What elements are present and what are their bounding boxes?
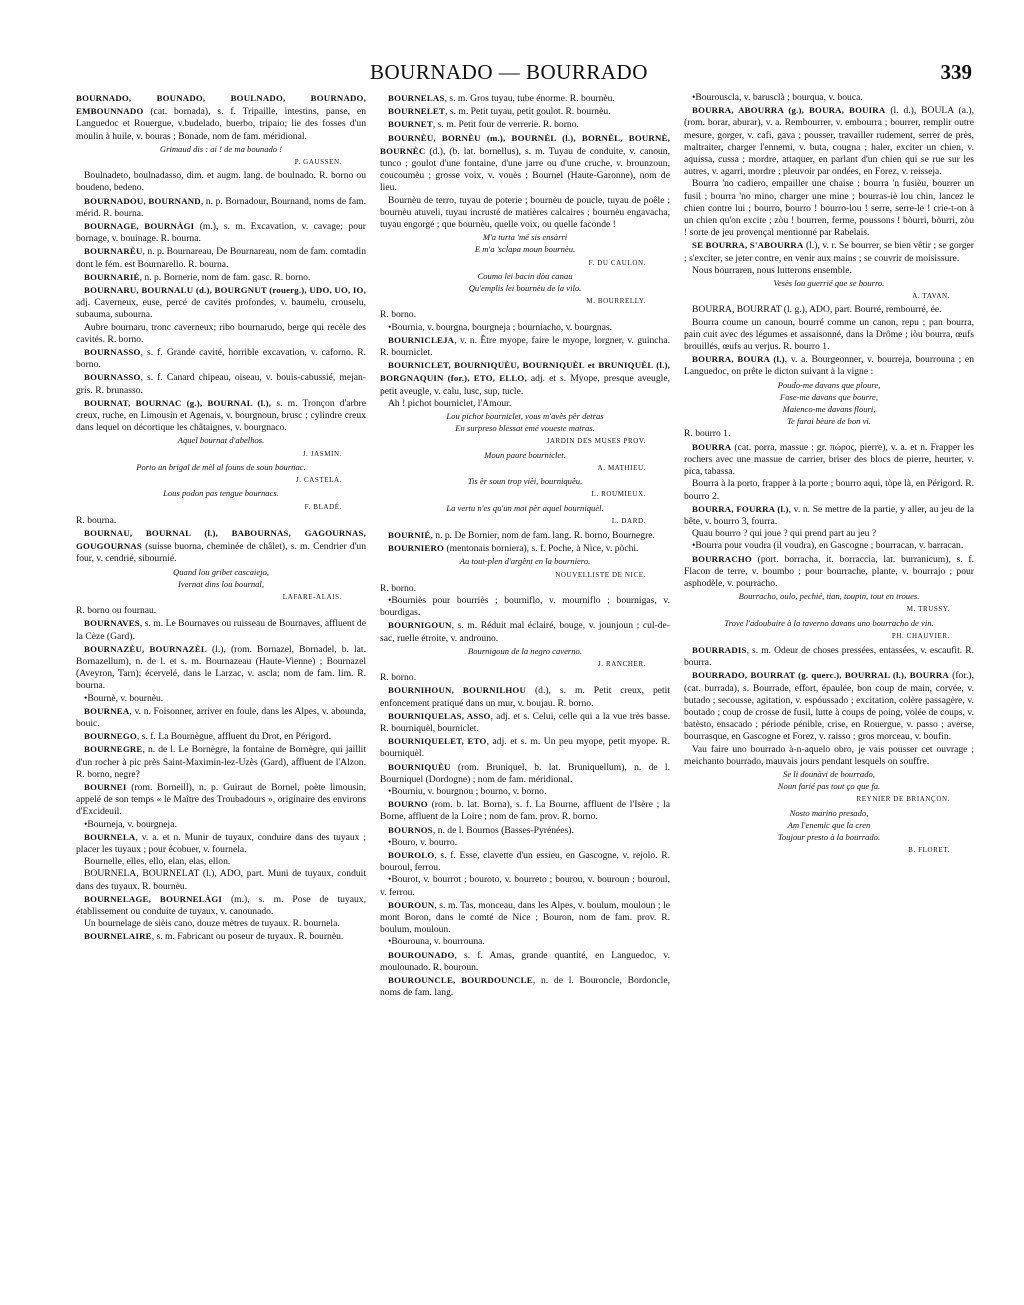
entry-headword: BOURNIQUELAS, ASSO (388, 710, 491, 721)
entry-headword: BOURNIÉ (388, 529, 431, 540)
dictionary-entry (380, 672, 670, 684)
entry-text: (rom. Bruniquel, b. lat. Bruniquellum), n. de l. Bourniquel (Dordogne) ; nom de fam. méridional. (380, 761, 670, 785)
dictionary-entry (684, 644, 974, 669)
entry-text: , s. m. Le Bournaves ou ruisseau de Bournaves, affluent de la Cèze (Gard). (76, 618, 366, 642)
quotation-author: PH. CHAUVIER. (891, 631, 950, 640)
dictionary-entry (380, 619, 670, 644)
dictionary-entry (380, 334, 670, 359)
entry-headword: BOURNEI (84, 781, 127, 792)
entry-text: BOURNELA, BOURNELAT (l.), ADO, part. Muni de tuyaux, conduit dans des tuyaux. R. bournèu. (76, 868, 366, 892)
entry-headword: BOURNAGE, BOURNÀGI (84, 221, 195, 232)
entry-headword: BOUROUNCLE, BOURDOUNCLE (388, 975, 533, 986)
dictionary-entry (76, 170, 366, 194)
entry-text: (l.), v. r. Se bourrer, se bien vêtir ; se gorger ; s'exciter, se jeter contre, en venir aux mains ; se couvrir de moisissure. (684, 240, 974, 264)
dictionary-entry (76, 397, 366, 435)
entry-headword: BOURRA, BOURA (l.) (692, 354, 785, 365)
entry-headword: BOURNELA (84, 831, 136, 842)
dictionary-entry (76, 322, 366, 346)
entry-headword: BOURNASSO (84, 347, 141, 358)
dictionary-entry (684, 503, 974, 528)
dictionary-entry (380, 322, 670, 334)
entry-text: (rom. Borneill), n. p. Guiraut de Bornel, poète limousin, appelé de son temps « le Maître des Troubadours », originaire des environs d'Excideuil. (76, 781, 366, 818)
entry-text: R. borno. (380, 582, 416, 594)
entry-headword: BOURNICLEJA (388, 334, 455, 345)
quotation-line: Noun farié pas tout ço que fa. (777, 781, 881, 792)
entry-headword: BOURNAZÈU, BOURNAZÈL (84, 643, 207, 654)
text-columns (76, 92, 976, 1292)
entry-text: , s. f. Grande cavité, horrible excavation, v. caforno. R. borno. (76, 347, 366, 371)
entry-text: (m.), s. m. Pose de tuyaux, établissement ou conduite de tuyaux, v. canounado. (76, 893, 366, 917)
entry-text: •Bourneja, v. bourgneja. (84, 818, 177, 830)
dictionary-entry (380, 595, 670, 619)
dictionary-entry (76, 515, 366, 527)
dictionary-entry (380, 761, 670, 786)
dictionary-entry (380, 398, 670, 410)
dictionary-entry (76, 831, 366, 856)
column-middle (380, 92, 670, 1292)
dictionary-entry (76, 284, 366, 322)
entry-headword: BOUROUN (388, 899, 435, 910)
quotation-line: Lou pichot bourniclet, vous m'avès pèr detras (446, 411, 604, 422)
dictionary-entry (76, 643, 366, 693)
entry-headword: BOURRA, FOURRA (l.) (692, 503, 789, 514)
quotation-line: Vesès lou guerrié que se bourro. (773, 278, 885, 289)
entry-text: Bourra coume un canoun, bourré comme un canon, repu ; pan bourra, pain cuit avec des légumes et assaisonné, dans la Drôme ; iòu bourra, œufs brouillés, œufs au verjus. R. bourro 1. (684, 316, 974, 353)
entry-headword: BOURNO (388, 799, 428, 810)
quotation-author: F. DU CAULON. (588, 258, 646, 267)
entry-text: , s. m. Petit tuyau, petit goulot. R. bournèu. (445, 106, 611, 118)
quotation-line: Lous podon pas tengue bournacs. (163, 488, 279, 499)
quotation-author: B. FLORET. (908, 846, 950, 855)
entry-text: (for.), (cat. burrada), s. Bourrade, effort, épaulée, bon coup de main, corvée, v. butado ; secousse, agitation, v. espóussado ; excitation, colère passagère, v. boutado ; coup de crosse de fusil, lutte à coups de poing, volée de coups, v. batèsto, ensacado ; période pénible, crise, en Rouergue, v. passo ; averse, bourrasque, en Gascogne et Forez, v. raisso ; gros morceau, v. boufin. (684, 670, 974, 743)
entry-text: (l. d.), BOULA (a.), (rom. borar, aburar), v. a. Rembourrer, v. embourra ; bourrer, remplir outre mesure, gorger, v. cafi, gava ; pousser, travailler rudement, serrer de près, maltraiter, charger l'ennemi, v. buta, cougna ; haler, exciter un chien, v. aquissa, cussa ; mordre, attaquer, en parlant d'un chien qui se rue sur les autres, v. agarri, mordre ; pleuvoir par ondées, en Forez, v. reisseja. (684, 105, 974, 178)
entry-text: , n. p. De Bornier, nom de fam. lang. R. borno, Bournegre. (430, 529, 655, 541)
entry-headword: BOURNAT, BOURNAC (g.), BOURNAL (l.), (84, 397, 272, 408)
dictionary-entry (684, 744, 974, 768)
entry-headword: BOURNICLET, BOURNIQUÈU, BOURNIQUÈL et BRUNIQUÈL (l.), BORGNAQUIN (for.), ETO, ELLO, (380, 360, 670, 384)
quotation-line: Fose-me davans que bourre, (779, 391, 878, 402)
dictionary-entry (380, 949, 670, 974)
entry-headword: BOURRA (692, 441, 732, 452)
dictionary-entry (684, 178, 974, 239)
entry-text: R. borno. (380, 672, 416, 684)
entry-headword: BOURNELAGE, BOURNELÀGI (84, 893, 223, 904)
dictionary-entry (684, 540, 974, 552)
dictionary-entry (76, 693, 366, 705)
entry-text: , s. m. Odeur de choses pressées, entassées, v. escaufit. R. bourra. (684, 644, 974, 669)
page-number: 339 (940, 60, 972, 84)
quotation-line: Nosto marino presado, (789, 807, 869, 818)
entry-headword: BOURNARIÉ (84, 271, 140, 282)
entry-headword: BOURNIERO (388, 543, 445, 554)
entry-text: , v. a. Bourgeonner, v. bourreja, bourrouna ; en Languedoc, on prête le dicton suivant à la vigne : (684, 354, 974, 378)
entry-text: (d.), s. m. Petit creux, petit enfoncement pratiqué dans un mur, v. boujau. R. borno. (380, 685, 670, 709)
entry-text: , n. p. Bornerie, nom de fam. gasc. R. borno. (139, 271, 311, 283)
quotation-author: M. TRUSSY. (906, 605, 950, 614)
quotation-author: NOUVELLISTE DE NICE. (555, 570, 646, 579)
column-right (684, 92, 974, 1292)
dictionary-entry (684, 478, 974, 502)
dictionary-entry (684, 265, 974, 277)
entry-text: (l.), (rom. Bornazel, Bornadel, b. lat. Bornazellum), n. de l. et s. m. Bournazeau (Haute-Vienne) ; Bournazel (Aveyron, Tarn); écervelé, dans le Larzac, v. ascla; nom de fam. lim. R. bourna. (76, 643, 366, 692)
entry-headword: BOURNEGRE (84, 744, 143, 755)
dictionary-entry (380, 710, 670, 735)
quotation-author: L. DARD. (611, 516, 646, 525)
entry-text: , adj. et s. Celui, celle qui a la vue très basse. R. bourniquèl, bourniclet. (380, 710, 670, 734)
entry-headword: BOURNELAS (388, 93, 445, 103)
entry-headword: SE BOURRA, S'ABOURRA (692, 240, 804, 251)
quotation-line: Quand lou gribet cascaiejo, (173, 566, 269, 577)
quotation-line: Trove l'adoubaire à la taverno davans uno bourracho de vin. (724, 617, 934, 628)
entry-text: , s. m. Petit four de verrerie. R. borno. (432, 119, 579, 131)
entry-text: , adj. et s. m. Un peu myope, petit myope. R. bourniquèl. (380, 736, 670, 760)
dictionary-entry (76, 743, 366, 781)
dictionary-entry (380, 874, 670, 898)
quotation-line: Moun paure bourniclet. (484, 449, 566, 460)
entry-text: •Bouro, v. bourro. (388, 836, 458, 848)
dictionary-entry (76, 893, 366, 918)
entry-text: , s. f. Amas, grande quantité, en Languedoc, v. moulounado. R. bouroun. (380, 949, 670, 973)
dictionary-entry (684, 92, 974, 104)
quotation-line: Bournigoun de la negro caverno. (467, 645, 582, 656)
quotation-line: Maienco-me davans flouri, (782, 404, 876, 415)
dictionary-entry (380, 105, 670, 118)
entry-headword: BOURNELAIRE (84, 931, 152, 942)
entry-text: , s. f. Esse, clavette d'un essieu, en Gascogne, v. rejolo. R. bouroul, ferrou. (380, 849, 670, 874)
entry-text: , s. f. Canard chipeau, oiseau, v. bouis-cabussié, mejan-gris. R. brunasso. (76, 372, 366, 396)
quotation-author: L. ROUMIEUX. (591, 490, 646, 499)
dictionary-entry (684, 669, 974, 743)
entry-text: BOURRA, BOURRAT (l. g.), ADO, part. Bourré, rembourré, ée. (692, 304, 942, 316)
dictionary-entry (76, 617, 366, 642)
entry-text: , v. n. Se mettre de la partie, y aller, au jeu de la bête, v. bourro 3, fourra. (684, 503, 974, 527)
quotation-author: REYNIER DE BRIANÇON. (856, 795, 950, 804)
entry-text: •Bourot, v. bourrot ; bouroto, v. bourreto ; bourou, v. bouroun ; bouroul, v. ferrou. (380, 874, 670, 898)
entry-text: (m.), s. m. Excavation, v. cavage; pour bornage, v. bouinage. R. bourna. (76, 221, 366, 245)
dictionary-entry (380, 936, 670, 948)
dictionary-entry (380, 583, 670, 595)
entry-text: , s. m. Tas, monceau, dans les Alpes, v. boulum, mouloun ; le mont Boron, dans le comté de Nice ; Bouron, nom de fam. prov. R. boulum, mouloun. (380, 899, 670, 936)
entry-text: R. bourro 1. (684, 428, 731, 440)
entry-text: •Bourniès pour bourriès ; bourniflo, v. mourniflo ; bournigas, v. bourdigas. (380, 594, 670, 619)
entry-text: , n. p. Bornadour, Bournand, noms de fam. mérid. R. bourna. (76, 195, 366, 219)
dictionary-entry (380, 195, 670, 232)
dictionary-entry (76, 856, 366, 868)
entry-headword: BOURRADO, BOURRAT (g. querc.), BOURRAL (l.), BOURRA (692, 670, 950, 681)
dictionary-entry (76, 245, 366, 270)
quotation-line: Poudo-me davans que ploure, (777, 379, 881, 390)
entry-text: R. borno ou fournau. (76, 605, 157, 617)
running-title: BOURNADO — BOURRADO (370, 60, 648, 84)
quotation-line: Grimaud dis : ai ! de ma bounado ! (159, 143, 283, 154)
entry-text: , s. m. Fabricant ou poseur de tuyaux. R. bournèu. (151, 931, 344, 943)
dictionary-entry (380, 824, 670, 837)
entry-headword: BOUROLO (388, 849, 435, 860)
quotation-author: A. MATHIEU. (597, 463, 646, 472)
entry-text: Un bournelage de sièis cano, douze mètres de tuyaux. R. bournela. (84, 918, 340, 930)
entry-headword: BOUROUNADO (388, 949, 455, 960)
dictionary-entry (380, 786, 670, 798)
entry-text: , v. a. et n. Munir de tuyaux, conduire dans des tuyaux ; placer les tuyaux ; pour écobuer, v. fournela. (76, 831, 366, 855)
entry-text: •Bournè, v. bournèu. (84, 692, 164, 704)
dictionary-entry (684, 553, 974, 591)
entry-text: (suisse buorna, cheminée de châlet), s. m. Cendrier d'un four, v. cendrié, sibournié. (76, 541, 366, 565)
dictionary-entry (684, 353, 974, 378)
quotation-author: J. CASTELA. (295, 476, 342, 485)
dictionary-entry (76, 195, 366, 220)
entry-headword: BOURNIQUÈU (388, 761, 451, 772)
entry-text: adj. et s. Myope, presque aveugle, petit aveugle, v. calu, lusc, sup, tucle. (380, 373, 670, 397)
quotation-line: Porto un brigal de mèl al founs de soun bournac. (136, 461, 306, 472)
dictionary-entry (76, 220, 366, 245)
entry-text: •Bourra pour voudra (il voudra), en Gascogne ; bourracan, v. barracan. (692, 540, 964, 552)
quotation-author: F. BLADÉ. (304, 502, 342, 511)
entry-text: Bournèu de terro, tuyau de poterie ; bournèu de poucle, tuyau de poêle ; bournèu atuveli, tuyau incrusté de matières calcaires ; bournèu engavacha, tuyau engorgé ; que bournèu, quelle voix, ou quelle faconde ! (380, 194, 670, 231)
entry-headword: BOURNIQUELET, ETO (388, 736, 487, 747)
quotation-line: Te farai bèure de bon vi. (787, 416, 871, 427)
dictionary-entry (380, 849, 670, 874)
dictionary-entry (76, 705, 366, 730)
entry-headword: BOURNET (388, 119, 433, 130)
quotation-author: LAFARE-ALAIS. (282, 592, 342, 601)
dictionary-entry (76, 781, 366, 819)
dictionary-entry (76, 930, 366, 943)
dictionary-entry (684, 104, 974, 178)
quotation-line: Aquel bournat d'abelhos. (177, 435, 265, 446)
entry-text: , s. f. La Bournègue, affluent du Drot, en Périgord. (136, 731, 331, 743)
entry-headword: BOURNEA (84, 705, 130, 716)
entry-text: Bourra à la porto, frapper à la porte ; bourro aqui, tòpe là, en Périgord. R. bourro 2. (684, 478, 974, 502)
dictionary-entry (684, 317, 974, 354)
entry-text: , n. de l. Bournos (Basses-Pyrénées). (432, 824, 574, 836)
entry-headword: BOURRADIS (692, 644, 747, 655)
entry-headword: BOURNADO, BOUNADO, BOULNADO, BOURNADO, EMBOUNNADO (76, 93, 366, 117)
entry-text: (d.), (b. lat. bornellus), s. m. Tuyau de conduite, v. canoun, tunco ; goulot d'une fontaine, d'une jarre ou d'une cruche, v. brounzoun, coucoumèu ; grosse voix, v. vouès ; Bournel (Haute-Garonne), nom de lieu. (380, 145, 670, 194)
entry-text: , n. de l. Le Bornègre, la fontaine de Bornègre, qui jaillit d'un rocher à pic près Saint-Maximin-lez-Uzès (Gard), affluent de l'Alzon. R. borno, negre? (76, 744, 366, 780)
quotation-line: Bourracho, oulo, pechié, tian, toupin, tout en troues. (738, 591, 920, 602)
dictionary-entry (380, 899, 670, 937)
quotation-author: P. GAUSSEN. (294, 158, 342, 167)
dictionary-entry (76, 605, 366, 617)
entry-text: Ah ! pichot bourniclet, l'Amour. (388, 397, 512, 409)
entry-text: R. bourna. (76, 514, 117, 526)
entry-headword: BOURRA, ABOURRA (g.), BOURA, BOUIRA (692, 105, 886, 116)
entry-text: (cat. bornada), s. f. Tripaille, intestins, panse, en Languedoc et Rouergue, v.budelado, buerbo, tripaio; lie des fosses d'un moulin à huile, v. bouras ; Bonade, nom de fam. méridional. (76, 106, 366, 142)
entry-headword: BOURNIGOUN (388, 620, 452, 631)
entry-text: (cat. porra, massue ; gr. πώρος, pierre), v. a. et n. Frapper les rochers avec une massue de carrier, briser des blocs de pierre, heurter, v. pica, tabassa. (684, 441, 974, 478)
dictionary-entry (380, 359, 670, 398)
entry-text: (rom. b. lat. Borna), s. f. La Bourne, affluent de l'Isère ; la Borne, affluent de la Loire ; nom de fam. prov. R. borno. (380, 799, 670, 823)
entry-headword: BOURNOS (388, 824, 433, 835)
quotation-author: J. JASMIN. (302, 449, 342, 458)
quotation-line: Ivernat dins lou bournal, (178, 578, 264, 589)
entry-headword: BOURNAU, BOURNAL (l.), BABOURNAS, GAGOURNAS, GOUGOURNAS (76, 527, 366, 552)
quotation-line: Au tout-plen d'argènt en la bourniero. (459, 556, 591, 567)
dictionary-entry (76, 918, 366, 930)
dictionary-entry (76, 346, 366, 371)
entry-text: , v. n. Être myope, faire le myope, lorgner, v. guincha. R. bourniclet. (380, 334, 670, 359)
dictionary-entry (76, 527, 366, 566)
entry-headword: BOURNIHOUN, BOURNILHOU (388, 685, 527, 696)
entry-text: , s. m. Gros tuyau, tube énorme. R. bournèu. (444, 93, 615, 104)
dictionary-entry (76, 271, 366, 284)
dictionary-entry (380, 92, 670, 105)
dictionary-entry (76, 92, 366, 143)
quotation-author: J. RANCHER. (597, 659, 646, 668)
entry-text: Nous bourraren, nous lutterons ensemble. (692, 264, 852, 276)
dictionary-entry (684, 428, 974, 440)
entry-headword: BOURNASSO (84, 372, 141, 383)
entry-headword: BOURNAVES (84, 618, 140, 629)
entry-headword: BOURNARU, BOURNALU (d.), BOURGNUT (rouerg.), UDO, UO, IO, (84, 285, 366, 296)
entry-text: •Bourouna, v. bourrouna. (388, 936, 485, 948)
quotation-line: Am l'enemic que la cren (787, 819, 871, 830)
entry-text: Vau faire uno bourrado à-n-aquelo obro, je vais pousser cet ouvrage ; meichanto bourrado, mauvais jours pendant lesquels on souffre. (684, 743, 974, 767)
dictionary-entry (380, 132, 670, 195)
entry-text: Bournelle, elles, ello, elan, elas, ellon. (84, 856, 231, 868)
quotation-line: Coumo lei bacin dòu canau (477, 270, 573, 281)
dictionary-entry (684, 441, 974, 479)
entry-headword: BOURNARÈU (84, 246, 143, 257)
entry-text: R. borno. (380, 309, 416, 321)
entry-text: (mentonais borniera), s. f. Poche, à Nice, v. pòchi. (444, 543, 639, 555)
entry-text: , v. n. Foisonner, arriver en foule, dans les Alpes, v. abounda, bouic. (76, 705, 366, 729)
quotation-author: M. BOURRELLY. (586, 297, 646, 306)
quotation-author: JARDIN DES MUSES PROV. (546, 437, 646, 446)
entry-text: , s. m. Réduit mal éclairé, bouge, v. jounjoun ; cul-de-sac, ruelle étroite, v. androuno. (380, 620, 670, 644)
entry-text: adj. Caverneux, euse, percé de cavités profondes, v. baumelu, crouselu, subauma, subourna. (76, 297, 366, 321)
entry-text: •Bourouscla, v. barusclà ; bourqua, v. bouca. (692, 92, 863, 103)
dictionary-entry (76, 819, 366, 831)
dictionary-entry (380, 542, 670, 555)
entry-text: Quau bourro ? qui joue ? qui prend part au jeu ? (692, 528, 877, 540)
entry-text: , n. de l. Bouroncle, Bordoncle, noms de fam. lang. (380, 975, 670, 999)
entry-text: (port. borracha, it. borraccia, lat. burranicum), s. f. Flacon de terre, v. boumbo ; pour bourrache, plante, v. bourrajo ; pour asphodèle, v. pourracho. (684, 553, 974, 589)
quotation-line: La vertu n'es qu'un mot pèr aquel bourniquèl. (446, 502, 604, 513)
dictionary-entry (684, 239, 974, 264)
column-left (76, 92, 366, 1292)
entry-text: , n. p. Bournareau, De Bournareau, nom de fam. comtadin dont le fém. est Bournarello. R. bourna. (76, 246, 366, 270)
quotation-author: A. TAVAN. (912, 292, 950, 301)
dictionary-entry (76, 868, 366, 892)
quotation-line: Se li dounàvi de bourrado, (783, 768, 875, 779)
dictionary-entry (76, 371, 366, 396)
dictionary-entry (380, 735, 670, 760)
entry-headword: BOURNADOU, BOURNAND (84, 195, 201, 206)
entry-text: s. m. Tronçon d'arbre creux, ruche, en Limousin et Agenais, v. bourgnoun, brusc ; cylindre creux dans lequel on décortique les châtaignes, v. bourgnaco. (76, 397, 366, 434)
dictionary-entry (684, 528, 974, 540)
dictionary-entry (380, 529, 670, 542)
dictionary-entry (380, 798, 670, 823)
quotation-line: Toujour presto à la bourrado. (777, 831, 881, 842)
quotation-line: E m'a 'sclapa moun bournèu. (474, 244, 576, 255)
entry-headword: BOURNEGO (84, 731, 137, 742)
dictionary-entry (380, 974, 670, 999)
entry-headword: BOURRACHO (692, 553, 752, 564)
dictionary-entry (380, 684, 670, 709)
dictionary-entry (380, 837, 670, 849)
page-header (0, 60, 1024, 86)
dictionary-entry (76, 730, 366, 743)
entry-text: Aubre bournaru, tronc caverneux; ribo bournarudo, berge qui recèle des cavités. R. borno. (76, 321, 366, 345)
entry-headword: BOURNELET (388, 106, 446, 117)
entry-text: Bourra 'no cadiero, empailler une chaise ; bourra 'n fusièu, bourrer un fusil ; bourra 'no mino, charger une mine ; bourras-iè lou chin, lancez le chien contre lui ; bourro, bourro ! bourro-lou ! serre, serre-le ! crie-t-on à un chien qu'on excite ; zòu ! bourren, ferme, poussons ! bòurri, bòurri, zòu ! sorte de jeu provençal mentionné par Rabelais. (684, 178, 974, 239)
quotation-line: En surpreso blessat emé voueste matras. (455, 423, 595, 434)
dictionary-entry (380, 118, 670, 131)
entry-text: Boulnadeto, boulnadasso, dim. et augm. lang. de boulnado. R. borno ou boudeno, bedeno. (76, 170, 366, 194)
dictionary-entry (684, 304, 974, 316)
quotation-line: Tis èr soun trop vièi, bourniquèu. (467, 476, 583, 487)
quotation-line: M'a turta 'mé sis ensàrri (482, 232, 568, 243)
quotation-line: Qu'emplis lei bournèu de la vilo. (468, 283, 582, 294)
dictionary-entry (380, 309, 670, 321)
entry-headword: BOURNÈU, BORNÈU (m.), BOURNÈL (l.), BORNÈL, BOURNÈ, BOURNÈC (380, 132, 670, 156)
entry-text: •Bourniu, v. bourgnou ; bourno, v. borno. (388, 785, 547, 797)
entry-text: •Bournia, v. bourgna, bourgneja ; bourniacho, v. bourgnas. (388, 321, 613, 333)
